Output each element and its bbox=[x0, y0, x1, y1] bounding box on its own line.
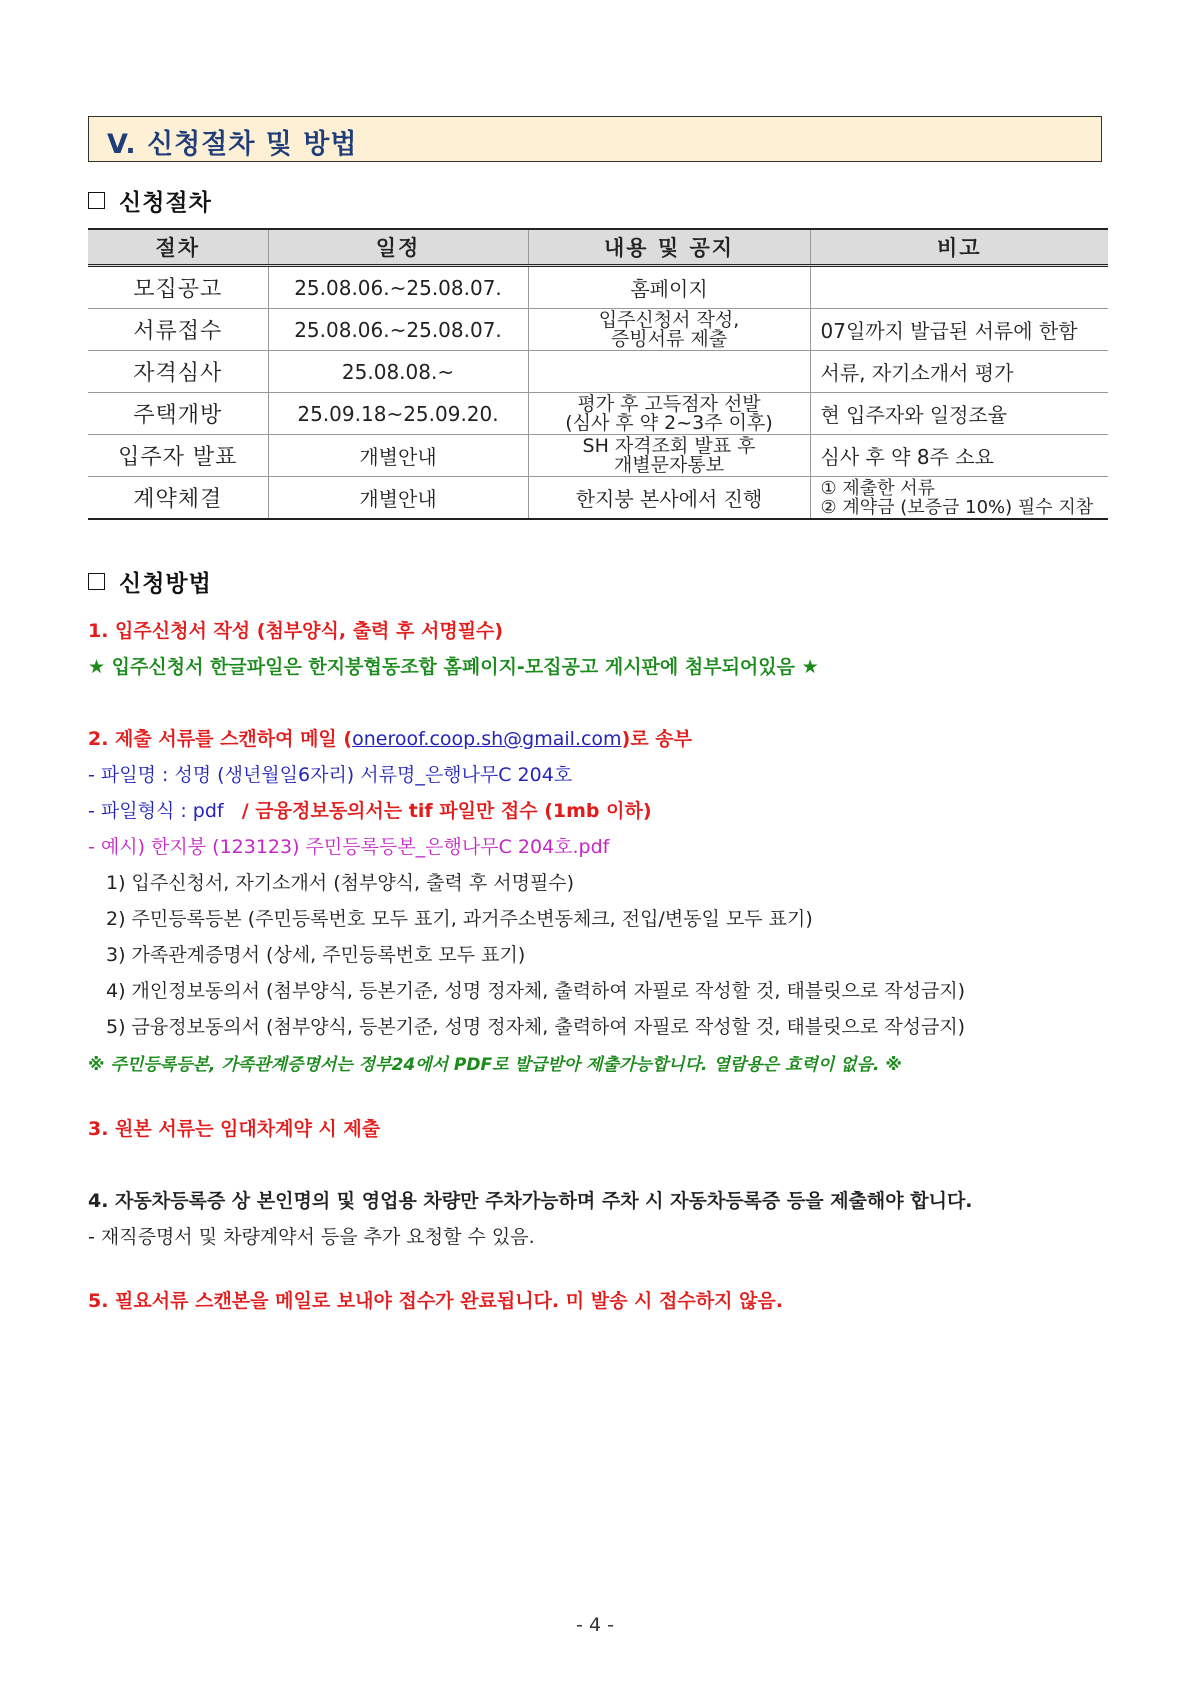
method-item-5: 5. 필요서류 스캔본을 메일로 보내야 접수가 완료됩니다. 미 발송 시 접수하지 않음. bbox=[88, 1290, 783, 1312]
doc-item: 4) 개인정보동의서 (첨부양식, 등본기준, 성명 정자체, 출력하여 자필로 작성할 것, 태블릿으로 작성금지) bbox=[106, 980, 966, 1002]
column-header: 절차 bbox=[88, 229, 268, 266]
section-header-box bbox=[88, 116, 1102, 162]
schedule-cell: 25.08.08.~ bbox=[268, 351, 528, 393]
gov24-note: ※ 주민등록등본, 가족관계증명서는 정부24에서 PDF로 발급받아 제출가능합니다. 열람용은 효력이 없음. ※ bbox=[88, 1055, 902, 1075]
table-row bbox=[88, 393, 1108, 435]
step-cell: 계약체결 bbox=[88, 477, 268, 520]
star-note: ★ 입주신청서 한글파일은 한지붕협동조합 홈페이지-모집공고 게시판에 첨부되어있음 ★ bbox=[88, 656, 819, 678]
email-link[interactable]: oneroof.coop.sh@gmail.com bbox=[352, 728, 622, 750]
method-item-2: 2. 제출 서류를 스캔하여 메일 (oneroof.coop.sh@gmail.com)로 송부 bbox=[88, 728, 692, 750]
file-example: - 예시) 한지붕 (123123) 주민등록등본_은행나무C 204호.pdf bbox=[88, 836, 610, 858]
checkbox-square-icon bbox=[88, 192, 105, 209]
content-cell: 평가 후 고득점자 선발 (심사 후 약 2~3주 이후) bbox=[528, 393, 810, 435]
procedure-table bbox=[88, 228, 1108, 520]
note-cell: 07일까지 발급된 서류에 한함 bbox=[810, 309, 1108, 351]
step-cell: 모집공고 bbox=[88, 266, 268, 309]
column-header: 일정 bbox=[268, 229, 528, 266]
method-heading: 신청방법 bbox=[88, 565, 212, 598]
schedule-cell: 개별안내 bbox=[268, 435, 528, 477]
method-item-1: 1. 입주신청서 작성 (첨부양식, 출력 후 서명필수) bbox=[88, 620, 504, 642]
section-title: V. 신청절차 및 방법 bbox=[107, 129, 358, 160]
step-cell: 입주자 발표 bbox=[88, 435, 268, 477]
column-header: 내용 및 공지 bbox=[528, 229, 810, 266]
content-cell bbox=[528, 351, 810, 393]
schedule-cell: 개별안내 bbox=[268, 477, 528, 520]
schedule-cell: 25.08.06.~25.08.07. bbox=[268, 309, 528, 351]
step-cell: 주택개방 bbox=[88, 393, 268, 435]
method-item-3: 3. 원본 서류는 임대차계약 시 제출 bbox=[88, 1118, 381, 1140]
step-cell: 자격심사 bbox=[88, 351, 268, 393]
procedure-heading: 신청절차 bbox=[88, 184, 212, 217]
note-cell: 현 입주자와 일정조율 bbox=[810, 393, 1108, 435]
content-cell: 입주신청서 작성, 증빙서류 제출 bbox=[528, 309, 810, 351]
doc-item: 3) 가족관계증명서 (상세, 주민등록번호 모두 표기) bbox=[106, 944, 526, 966]
table-row bbox=[88, 351, 1108, 393]
method-item-4-sub: - 재직증명서 및 차량계약서 등을 추가 요청할 수 있음. bbox=[88, 1226, 535, 1248]
schedule-cell: 25.09.18~25.09.20. bbox=[268, 393, 528, 435]
doc-item: 2) 주민등록등본 (주민등록번호 모두 표기, 과거주소변동체크, 전입/변동일 모두 표기) bbox=[106, 908, 813, 930]
file-format-rule: - 파일형식 : pdf / 금융정보동의서는 tif 파일만 접수 (1mb 이하) bbox=[88, 800, 652, 822]
content-cell: 홈페이지 bbox=[528, 266, 810, 309]
checkbox-square-icon bbox=[88, 573, 105, 590]
step-cell: 서류접수 bbox=[88, 309, 268, 351]
doc-item: 5) 금융정보동의서 (첨부양식, 등본기준, 성명 정자체, 출력하여 자필로 작성할 것, 태블릿으로 작성금지) bbox=[106, 1016, 966, 1038]
note-cell bbox=[810, 266, 1108, 309]
method-item-4: 4. 자동차등록증 상 본인명의 및 영업용 차량만 주차가능하며 주차 시 자동차등록증 등을 제출해야 합니다. bbox=[88, 1190, 973, 1212]
table-row bbox=[88, 309, 1108, 351]
note-cell: ① 제출한 서류 ② 계약금 (보증금 10%) 필수 지참 bbox=[810, 477, 1108, 520]
note-cell: 서류, 자기소개서 평가 bbox=[810, 351, 1108, 393]
table-header-row bbox=[88, 229, 1108, 266]
table-row bbox=[88, 477, 1108, 520]
doc-item: 1) 입주신청서, 자기소개서 (첨부양식, 출력 후 서명필수) bbox=[106, 872, 575, 894]
content-cell: 한지붕 본사에서 진행 bbox=[528, 477, 810, 520]
schedule-cell: 25.08.06.~25.08.07. bbox=[268, 266, 528, 309]
table-row bbox=[88, 435, 1108, 477]
note-cell: 심사 후 약 8주 소요 bbox=[810, 435, 1108, 477]
column-header: 비고 bbox=[810, 229, 1108, 266]
content-cell: SH 자격조회 발표 후 개별문자통보 bbox=[528, 435, 810, 477]
page-number: - 4 - bbox=[576, 1614, 614, 1636]
file-name-rule: - 파일명 : 성명 (생년월일6자리) 서류명_은행나무C 204호 bbox=[88, 764, 573, 786]
table-row bbox=[88, 266, 1108, 309]
